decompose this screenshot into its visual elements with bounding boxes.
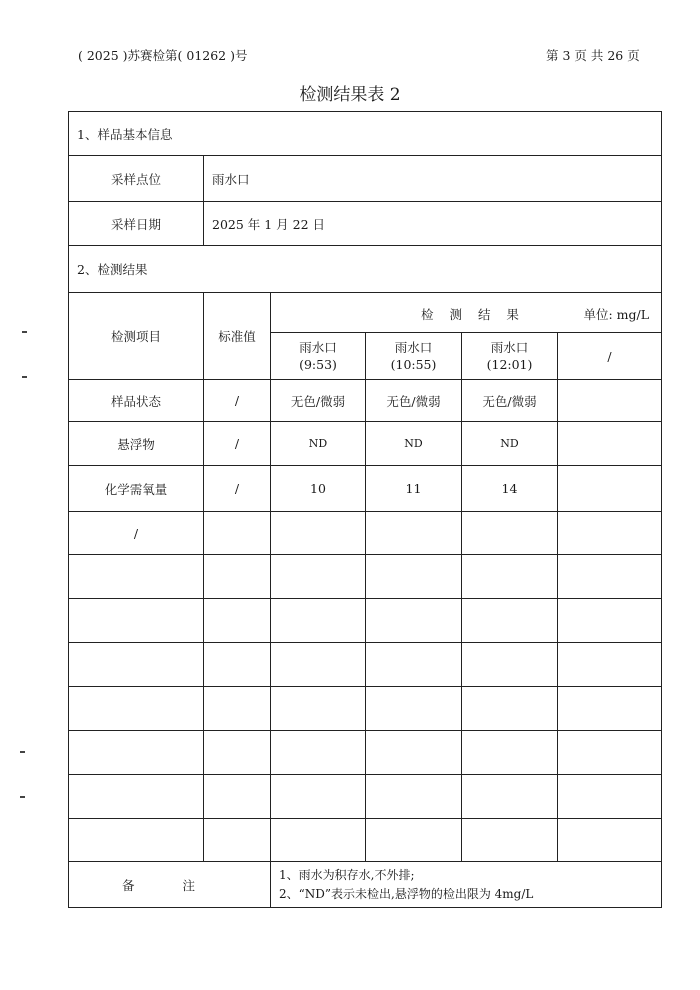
col-item-header: 检测项目 (69, 293, 204, 380)
empty-row (69, 555, 662, 599)
page-title: 检测结果表 2 (299, 85, 401, 105)
col-standard-header: 标准值 (204, 293, 271, 380)
row-value: ND (462, 422, 558, 466)
row-standard: / (204, 422, 271, 466)
row-value: 14 (462, 466, 558, 512)
row-value (558, 512, 662, 555)
sample-header-1: 雨水口 (9:53) (271, 333, 366, 380)
scan-mark (20, 751, 25, 753)
empty-row (69, 643, 662, 687)
row-standard: / (204, 466, 271, 512)
scan-mark (20, 796, 25, 798)
sampling-date-value: 2025 年 1 月 22 日 (204, 202, 662, 246)
sample-header-3: 雨水口 (12:01) (462, 333, 558, 380)
row-item: 悬浮物 (69, 422, 204, 466)
sampling-point-value: 雨水口 (204, 156, 662, 202)
sample-header-2: 雨水口 (10:55) (366, 333, 462, 380)
remark-line: 1、雨水为积存水,不外排; (279, 867, 415, 882)
row-value: ND (366, 422, 462, 466)
row-value: 无色/微弱 (462, 380, 558, 422)
scan-mark (22, 376, 27, 378)
empty-row (69, 731, 662, 775)
row-value (462, 512, 558, 555)
empty-row (69, 775, 662, 819)
row-value: 10 (271, 466, 366, 512)
sampling-point-label: 采样点位 (69, 156, 204, 202)
row-value (558, 380, 662, 422)
row-value (271, 512, 366, 555)
page-info: 第 3 页 共 26 页 (546, 48, 640, 63)
empty-row (69, 599, 662, 643)
row-value: 无色/微弱 (271, 380, 366, 422)
row-value: 11 (366, 466, 462, 512)
row-standard (204, 512, 271, 555)
row-value (366, 512, 462, 555)
row-value (558, 422, 662, 466)
section-results: 2、检测结果 (69, 246, 662, 293)
row-value: 无色/微弱 (366, 380, 462, 422)
results-title: 检 测 结 果 (421, 307, 525, 322)
section-basic-info: 1、样品基本信息 (69, 112, 662, 156)
empty-row (69, 687, 662, 731)
empty-row (69, 819, 662, 862)
results-header (271, 293, 662, 333)
row-value: ND (271, 422, 366, 466)
unit-label: 单位: mg/L (583, 307, 650, 322)
remarks-label: 备 注 (69, 862, 271, 908)
row-item: 化学需氧量 (69, 466, 204, 512)
row-standard: / (204, 380, 271, 422)
remark-line: 2、“ND”表示未检出,悬浮物的检出限为 4mg/L (279, 886, 534, 901)
row-item: / (69, 512, 204, 555)
scan-mark (22, 331, 27, 333)
sampling-date-label: 采样日期 (69, 202, 204, 246)
report-number: ( 2025 )苏赛检第( 01262 )号 (78, 48, 248, 63)
row-value (558, 466, 662, 512)
sample-header-4: / (558, 333, 662, 380)
results-table (68, 111, 662, 908)
remarks-content (271, 862, 662, 908)
row-item: 样品状态 (69, 380, 204, 422)
